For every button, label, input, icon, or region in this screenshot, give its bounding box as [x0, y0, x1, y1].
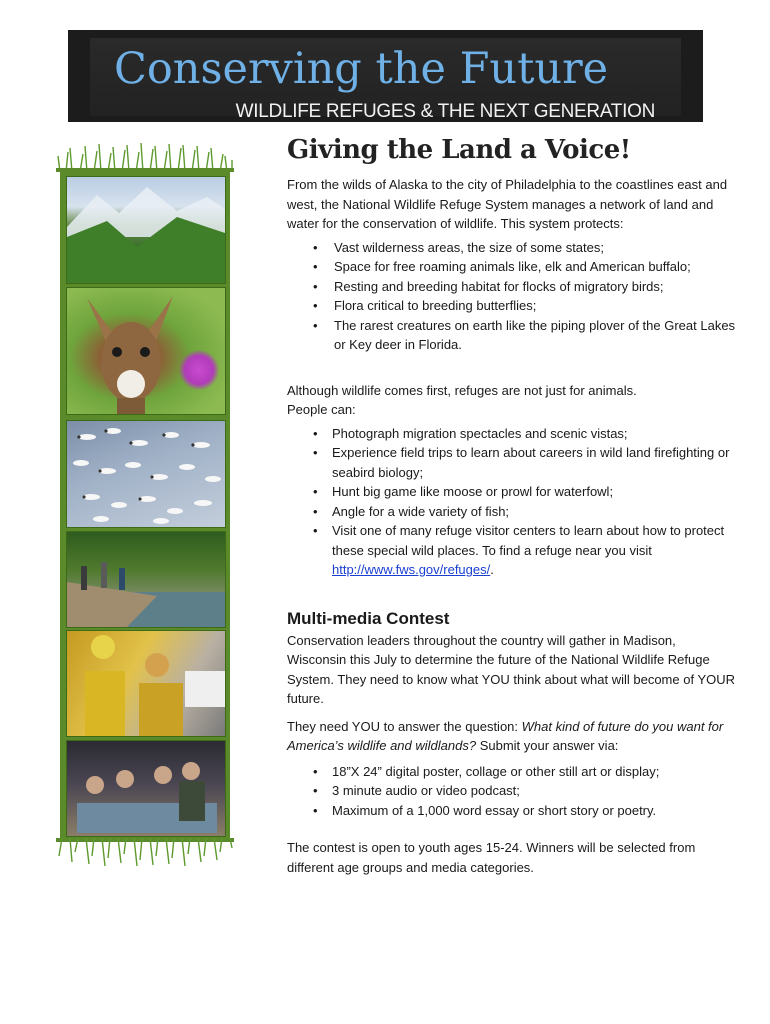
question-text: What kind of future do you want for America’s wildlife and wildlands? [287, 718, 724, 753]
list-item: • Resting and breeding habitat for flocks of migratory birds; [287, 277, 737, 297]
intro-paragraph: From the wilds of Alaska to the city of Philadelphia to the coastlines east and west, the National Wildlife Refuge System manages a network of land and water for the conservation of wildlife. This system protects: [287, 177, 728, 231]
banner-title: Conserving the Future [114, 44, 609, 94]
section-heading-voice: Giving the Land a Voice! [287, 135, 631, 165]
list-item: • The rarest creatures on earth like the piping plover of the Great Lakes or Key deer in Florida. [287, 316, 737, 355]
bird-flock-icon [67, 421, 225, 527]
activities-list [287, 424, 737, 580]
mountain-photo [66, 176, 226, 284]
contest-paragraph: Conservation leaders throughout the country will gather in Madison, Wisconsin this July to determine the future of the National Wildlife Refuge System. They need to know what YOU think about what will become of YOUR future. [287, 632, 735, 706]
fishing-lake-photo [66, 531, 226, 628]
grass-decoration-top [56, 142, 234, 172]
banner-panel [90, 38, 681, 122]
header-banner [68, 30, 703, 122]
refuges-link[interactable]: http://www.fws.gov/refuges/ [332, 562, 491, 577]
list-item: • Space for free roaming animals like, elk and American buffalo; [287, 257, 737, 277]
visit-text: Visit one of many refuge visitor centers to learn about how to protect these special wild places. To find a refuge near you visit [332, 523, 725, 558]
people-group-icon [67, 741, 225, 836]
people-intro-paragraph: Although wildlife comes first, refuges are not just for animals. People can: [287, 382, 637, 417]
shoreline-icon [67, 532, 225, 627]
visitor-center-photo [66, 740, 226, 837]
list-item: • 18”X 24” digital poster, collage or other still art or display; [287, 762, 737, 782]
list-item: • Experience field trips to learn about careers in wild land firefighting or seabird biology; [287, 443, 737, 482]
contest-heading: Multi-media Contest [287, 608, 450, 628]
closing-paragraph: The contest is open to youth ages 15-24. Winners will be selected from different age groups and media categories. [287, 840, 696, 875]
question-lead: They need YOU to answer the question: [287, 718, 522, 734]
list-item: • Angle for a wide variety of fish; [287, 502, 737, 522]
geese-flock-photo [66, 420, 226, 528]
question-tail: Submit your answer via: [476, 738, 619, 753]
firefighters-photo [66, 630, 226, 737]
list-item [287, 521, 737, 580]
firefighter-icon [67, 631, 225, 736]
protects-list [287, 238, 737, 355]
list-item: • Maximum of a 1,000 word essay or short story or poetry. [287, 801, 737, 821]
flower-icon [179, 350, 219, 390]
mountain-icon [67, 177, 225, 283]
banner-subtitle: WILDLIFE REFUGES & THE NEXT GENERATION [235, 101, 655, 122]
link-suffix: . [490, 562, 494, 577]
list-item: • 3 minute audio or video podcast; [287, 781, 737, 801]
deer-photo [66, 287, 226, 415]
main-content [287, 133, 737, 877]
submission-list [287, 762, 737, 821]
list-item: • Vast wilderness areas, the size of some states; [287, 238, 737, 258]
question-paragraph [287, 717, 737, 756]
grass-decoration-bottom [56, 838, 234, 868]
list-item: • Photograph migration spectacles and scenic vistas; [287, 424, 737, 444]
list-item: • Flora critical to breeding butterflies; [287, 296, 737, 316]
list-item: • Hunt big game like moose or prowl for waterfowl; [287, 482, 737, 502]
